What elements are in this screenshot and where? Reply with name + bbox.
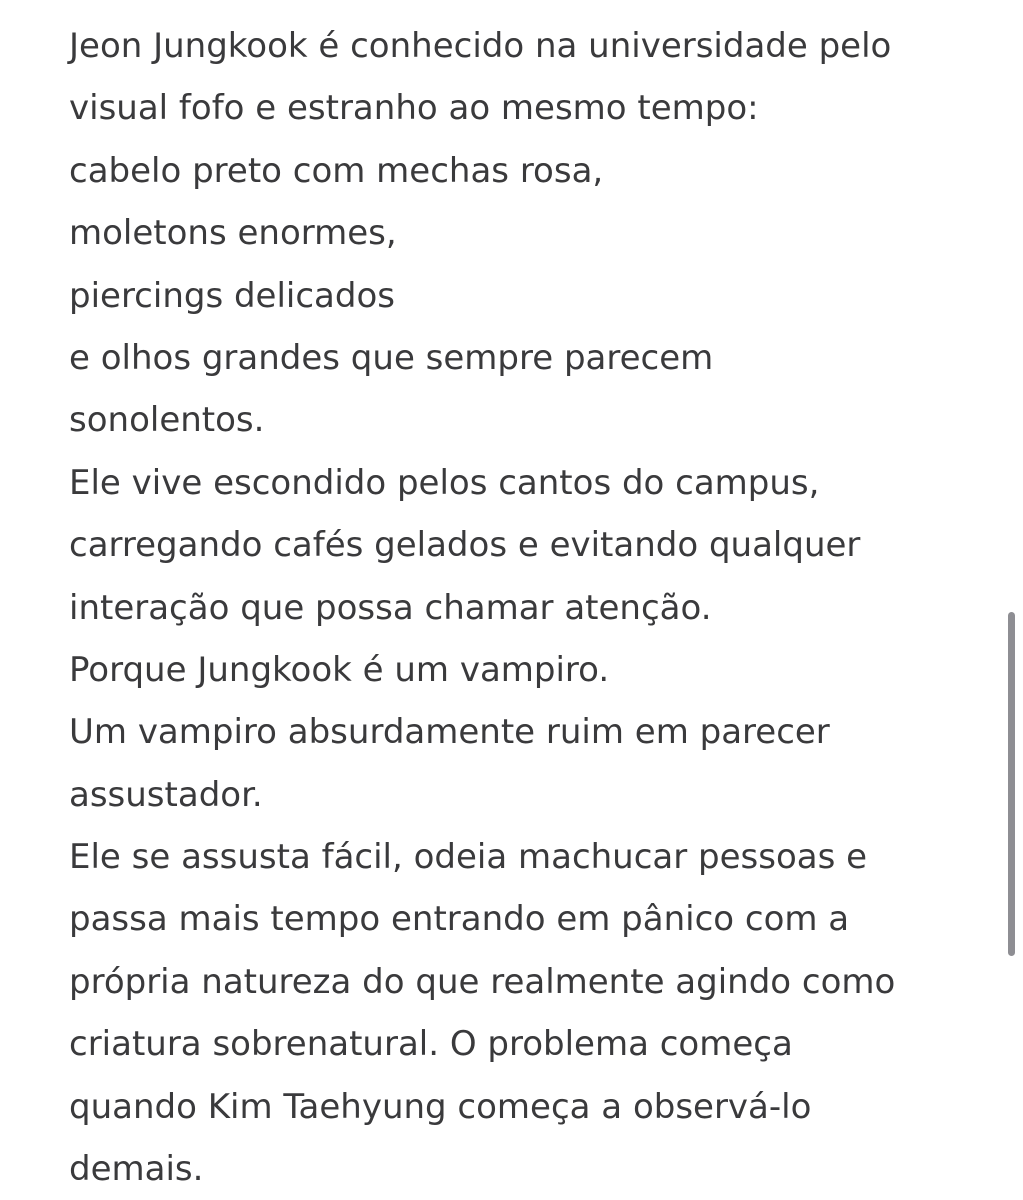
text-line: passa mais tempo entrando em pânico com a xyxy=(69,899,850,940)
text-line: cabelo preto com mechas rosa, xyxy=(69,150,604,191)
text-line: criatura sobrenatural. O problema começa xyxy=(69,1024,793,1065)
text-line: assustador. xyxy=(69,774,263,815)
text-line: Jeon Jungkook é conhecido na universidade pelo xyxy=(69,26,892,66)
text-line: e olhos grandes que sempre parecem xyxy=(69,337,714,378)
text-line: moletons enormes, xyxy=(69,213,397,254)
text-line: quando Kim Taehyung começa a observá-lo xyxy=(69,1086,812,1127)
text-line: Ele se assusta fácil, odeia machucar pessoas e xyxy=(69,837,868,878)
text-line: demais. xyxy=(69,1149,204,1190)
text-line: Ele vive escondido pelos cantos do campus, xyxy=(69,462,820,503)
text-line: piercings delicados xyxy=(69,275,395,316)
text-line: visual fofo e estranho ao mesmo tempo: xyxy=(69,88,759,129)
text-line: própria natureza do que realmente agindo como xyxy=(69,961,896,1002)
text-line: sonolentos. xyxy=(69,400,265,441)
text-line: carregando cafés gelados e evitando qualquer xyxy=(69,525,861,566)
scrollbar-thumb[interactable] xyxy=(1008,612,1015,956)
text-line: Um vampiro absurdamente ruim em parecer xyxy=(69,712,830,753)
story-text xyxy=(69,15,999,1200)
text-line: Porque Jungkook é um vampiro. xyxy=(69,649,610,690)
text-line: interação que possa chamar atenção. xyxy=(69,587,712,628)
